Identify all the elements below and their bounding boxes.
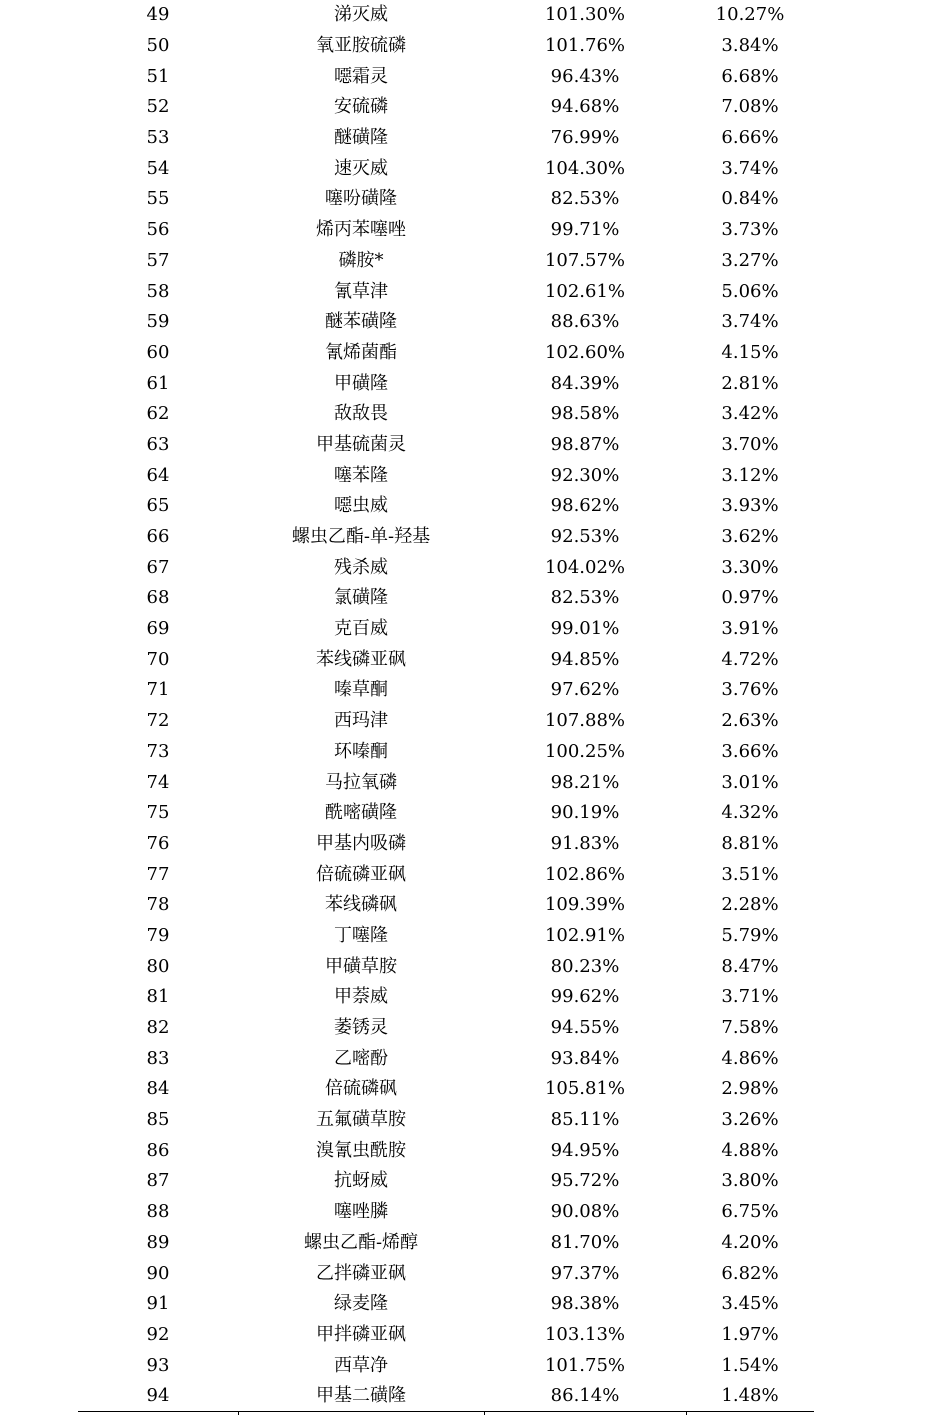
rsd-cell: 3.93% xyxy=(721,495,779,517)
compound-name-cell: 五氟磺草胺 xyxy=(316,1109,406,1131)
compound-name-cell: 甲拌磷亚砜 xyxy=(316,1323,406,1345)
table-row xyxy=(78,583,814,614)
recovery-cell: 84.39% xyxy=(550,372,620,394)
recovery-cell: 76.99% xyxy=(550,127,620,149)
recovery-cell: 97.62% xyxy=(550,679,620,701)
compound-name-cell: 乙拌磷亚砜 xyxy=(316,1262,406,1284)
row-number-cell: 58 xyxy=(146,280,170,302)
row-number-cell: 87 xyxy=(146,1170,170,1192)
row-number-cell: 94 xyxy=(146,1385,170,1407)
recovery-cell: 94.68% xyxy=(550,96,620,118)
compound-name-cell: 克百威 xyxy=(334,618,388,640)
rsd-cell: 1.48% xyxy=(721,1385,779,1407)
table-row xyxy=(78,644,814,675)
rsd-cell: 1.97% xyxy=(721,1323,779,1345)
recovery-cell: 109.39% xyxy=(544,894,626,916)
compound-name-cell: 苯线磷砜 xyxy=(325,894,397,916)
rsd-cell: 4.88% xyxy=(721,1139,779,1161)
rsd-cell: 5.06% xyxy=(721,280,779,302)
recovery-cell: 82.53% xyxy=(550,188,620,210)
recovery-cell: 104.02% xyxy=(544,556,626,578)
compound-name-cell: 甲基二磺隆 xyxy=(316,1385,406,1407)
rsd-cell: 6.75% xyxy=(721,1201,779,1223)
rsd-cell: 3.71% xyxy=(721,986,779,1008)
rsd-cell: 2.98% xyxy=(721,1078,779,1100)
row-number-cell: 56 xyxy=(146,219,170,241)
table-row xyxy=(78,522,814,553)
row-number-cell: 60 xyxy=(146,341,170,363)
results-table-container xyxy=(78,0,814,1412)
rsd-cell: 3.51% xyxy=(721,863,779,885)
rsd-cell: 10.27% xyxy=(715,4,785,26)
row-number-cell: 79 xyxy=(146,924,170,946)
row-number-cell: 73 xyxy=(146,740,170,762)
table-row xyxy=(78,1135,814,1166)
compound-name-cell: 环嗪酮 xyxy=(334,740,388,762)
rsd-cell: 4.15% xyxy=(721,341,779,363)
compound-name-cell: 氯磺隆 xyxy=(334,587,388,609)
row-number-cell: 64 xyxy=(146,464,170,486)
row-number-cell: 52 xyxy=(146,96,170,118)
recovery-cell: 90.19% xyxy=(550,802,620,824)
compound-name-cell: 螺虫乙酯-烯醇 xyxy=(303,1231,419,1253)
recovery-cell: 94.55% xyxy=(550,1017,620,1039)
table-row xyxy=(78,1258,814,1289)
compound-name-cell: 甲磺草胺 xyxy=(325,955,397,977)
compound-name-cell: 氰草津 xyxy=(334,280,388,302)
row-number-cell: 81 xyxy=(146,986,170,1008)
rsd-cell: 3.42% xyxy=(721,403,779,425)
table-row xyxy=(78,1013,814,1044)
table-row xyxy=(78,92,814,123)
table-row xyxy=(78,1228,814,1259)
table-row xyxy=(78,1320,814,1351)
row-number-cell: 66 xyxy=(146,526,170,548)
rsd-cell: 4.20% xyxy=(721,1231,779,1253)
table-row xyxy=(78,61,814,92)
row-number-cell: 62 xyxy=(146,403,170,425)
compound-name-cell: 嗪草酮 xyxy=(334,679,388,701)
row-number-cell: 77 xyxy=(146,863,170,885)
recovery-cell: 98.58% xyxy=(550,403,620,425)
rsd-cell: 2.28% xyxy=(721,894,779,916)
compound-name-cell: 醚苯磺隆 xyxy=(325,311,397,333)
rsd-cell: 3.74% xyxy=(721,157,779,179)
compound-name-cell: 抗蚜威 xyxy=(334,1170,388,1192)
table-row xyxy=(78,982,814,1013)
table-row xyxy=(78,614,814,645)
recovery-cell: 92.30% xyxy=(550,464,620,486)
compound-name-cell: 甲磺隆 xyxy=(334,372,388,394)
recovery-cell: 88.63% xyxy=(550,311,620,333)
pesticide-recovery-table xyxy=(78,0,814,1412)
recovery-cell: 98.87% xyxy=(550,433,620,455)
rsd-cell: 3.26% xyxy=(721,1109,779,1131)
recovery-cell: 90.08% xyxy=(550,1201,620,1223)
recovery-cell: 86.14% xyxy=(550,1385,620,1407)
row-number-cell: 72 xyxy=(146,710,170,732)
compound-name-cell: 烯丙苯噻唑 xyxy=(316,219,406,241)
table-row xyxy=(78,890,814,921)
table-row xyxy=(78,1105,814,1136)
compound-name-cell: 乙嘧酚 xyxy=(334,1047,388,1069)
row-number-cell: 74 xyxy=(146,771,170,793)
table-row xyxy=(78,1289,814,1320)
recovery-cell: 99.01% xyxy=(550,618,620,640)
rsd-cell: 6.82% xyxy=(721,1262,779,1284)
table-row xyxy=(78,1166,814,1197)
table-row xyxy=(78,31,814,62)
table-row xyxy=(78,552,814,583)
compound-name-cell: 丁噻隆 xyxy=(334,924,388,946)
rsd-cell: 3.70% xyxy=(721,433,779,455)
compound-name-cell: 甲基硫菌灵 xyxy=(316,433,406,455)
recovery-cell: 102.86% xyxy=(544,863,626,885)
compound-name-cell: 螺虫乙酯-单-羟基 xyxy=(291,526,431,548)
table-row xyxy=(78,1074,814,1105)
recovery-cell: 85.11% xyxy=(550,1109,620,1131)
compound-name-cell: 噁虫威 xyxy=(334,495,388,517)
row-number-cell: 83 xyxy=(146,1047,170,1069)
recovery-cell: 99.71% xyxy=(550,219,620,241)
row-number-cell: 63 xyxy=(146,433,170,455)
compound-name-cell: 醚磺隆 xyxy=(334,127,388,149)
table-row xyxy=(78,338,814,369)
table-row xyxy=(78,0,814,31)
rsd-cell: 3.74% xyxy=(721,311,779,333)
row-number-cell: 78 xyxy=(146,894,170,916)
table-body xyxy=(78,0,814,1412)
compound-name-cell: 残杀威 xyxy=(334,556,388,578)
rsd-cell: 7.08% xyxy=(721,96,779,118)
recovery-cell: 107.57% xyxy=(544,249,626,271)
table-row xyxy=(78,491,814,522)
compound-name-cell: 噁霜灵 xyxy=(334,65,388,87)
recovery-cell: 91.83% xyxy=(550,832,620,854)
compound-name-cell: 倍硫磷亚砜 xyxy=(316,863,406,885)
recovery-cell: 102.60% xyxy=(544,341,626,363)
column-divider-tick xyxy=(686,1411,687,1415)
row-number-cell: 70 xyxy=(146,648,170,670)
recovery-cell: 98.21% xyxy=(550,771,620,793)
row-number-cell: 53 xyxy=(146,127,170,149)
row-number-cell: 71 xyxy=(146,679,170,701)
table-row xyxy=(78,1197,814,1228)
rsd-cell: 3.45% xyxy=(721,1293,779,1315)
table-row xyxy=(78,951,814,982)
compound-name-cell: 氰烯菌酯 xyxy=(325,341,397,363)
row-number-cell: 91 xyxy=(146,1293,170,1315)
recovery-cell: 92.53% xyxy=(550,526,620,548)
table-row xyxy=(78,460,814,491)
compound-name-cell: 氧亚胺硫磷 xyxy=(316,35,406,57)
compound-name-cell: 马拉氧磷 xyxy=(325,771,397,793)
rsd-cell: 3.01% xyxy=(721,771,779,793)
compound-name-cell: 萎锈灵 xyxy=(334,1017,388,1039)
row-number-cell: 67 xyxy=(146,556,170,578)
compound-name-cell: 溴氰虫酰胺 xyxy=(316,1139,406,1161)
table-row xyxy=(78,1381,814,1412)
rsd-cell: 3.27% xyxy=(721,249,779,271)
row-number-cell: 75 xyxy=(146,802,170,824)
recovery-cell: 82.53% xyxy=(550,587,620,609)
table-row xyxy=(78,123,814,154)
table-row xyxy=(78,368,814,399)
table-row xyxy=(78,859,814,890)
recovery-cell: 94.85% xyxy=(550,648,620,670)
recovery-cell: 96.43% xyxy=(550,65,620,87)
table-row xyxy=(78,798,814,829)
rsd-cell: 3.12% xyxy=(721,464,779,486)
recovery-cell: 93.84% xyxy=(550,1047,620,1069)
row-number-cell: 49 xyxy=(146,4,170,26)
table-row xyxy=(78,399,814,430)
compound-name-cell: 噻苯隆 xyxy=(334,464,388,486)
compound-name-cell: 甲基内吸磷 xyxy=(316,832,406,854)
rsd-cell: 2.63% xyxy=(721,710,779,732)
recovery-cell: 104.30% xyxy=(544,157,626,179)
column-divider-tick xyxy=(484,1411,485,1415)
row-number-cell: 89 xyxy=(146,1231,170,1253)
row-number-cell: 55 xyxy=(146,188,170,210)
table-row xyxy=(78,767,814,798)
row-number-cell: 82 xyxy=(146,1017,170,1039)
row-number-cell: 51 xyxy=(146,65,170,87)
recovery-cell: 101.76% xyxy=(544,35,626,57)
table-row xyxy=(78,184,814,215)
rsd-cell: 8.81% xyxy=(721,832,779,854)
recovery-cell: 99.62% xyxy=(550,986,620,1008)
table-row xyxy=(78,829,814,860)
recovery-cell: 102.61% xyxy=(544,280,626,302)
compound-name-cell: 噻吩磺隆 xyxy=(325,188,397,210)
rsd-cell: 6.66% xyxy=(721,127,779,149)
rsd-cell: 3.91% xyxy=(721,618,779,640)
rsd-cell: 3.76% xyxy=(721,679,779,701)
recovery-cell: 95.72% xyxy=(550,1170,620,1192)
row-number-cell: 50 xyxy=(146,35,170,57)
recovery-cell: 98.62% xyxy=(550,495,620,517)
compound-name-cell: 倍硫磷砜 xyxy=(325,1078,397,1100)
recovery-cell: 101.75% xyxy=(544,1354,626,1376)
row-number-cell: 61 xyxy=(146,372,170,394)
row-number-cell: 57 xyxy=(146,249,170,271)
rsd-cell: 3.62% xyxy=(721,526,779,548)
recovery-cell: 107.88% xyxy=(544,710,626,732)
rsd-cell: 5.79% xyxy=(721,924,779,946)
row-number-cell: 68 xyxy=(146,587,170,609)
table-row xyxy=(78,430,814,461)
recovery-cell: 94.95% xyxy=(550,1139,620,1161)
row-number-cell: 69 xyxy=(146,618,170,640)
rsd-cell: 1.54% xyxy=(721,1354,779,1376)
compound-name-cell: 苯线磷亚砜 xyxy=(316,648,406,670)
recovery-cell: 102.91% xyxy=(544,924,626,946)
row-number-cell: 86 xyxy=(146,1139,170,1161)
compound-name-cell: 涕灭威 xyxy=(334,4,388,26)
table-row xyxy=(78,215,814,246)
recovery-cell: 101.30% xyxy=(544,4,626,26)
table-row xyxy=(78,706,814,737)
compound-name-cell: 西草净 xyxy=(334,1354,388,1376)
rsd-cell: 3.66% xyxy=(721,740,779,762)
row-number-cell: 76 xyxy=(146,832,170,854)
compound-name-cell: 甲萘威 xyxy=(334,986,388,1008)
table-row xyxy=(78,1350,814,1381)
compound-name-cell: 酰嘧磺隆 xyxy=(325,802,397,824)
column-divider-tick xyxy=(238,1411,239,1415)
row-number-cell: 65 xyxy=(146,495,170,517)
recovery-cell: 80.23% xyxy=(550,955,620,977)
recovery-cell: 97.37% xyxy=(550,1262,620,1284)
rsd-cell: 3.80% xyxy=(721,1170,779,1192)
table-row xyxy=(78,307,814,338)
table-row xyxy=(78,276,814,307)
recovery-cell: 81.70% xyxy=(550,1231,620,1253)
row-number-cell: 84 xyxy=(146,1078,170,1100)
table-row xyxy=(78,1043,814,1074)
table-row xyxy=(78,737,814,768)
row-number-cell: 93 xyxy=(146,1354,170,1376)
row-number-cell: 90 xyxy=(146,1262,170,1284)
compound-name-cell: 绿麦隆 xyxy=(334,1293,388,1315)
compound-name-cell: 安硫磷 xyxy=(334,96,388,118)
rsd-cell: 4.86% xyxy=(721,1047,779,1069)
rsd-cell: 8.47% xyxy=(721,955,779,977)
table-row xyxy=(78,153,814,184)
rsd-cell: 6.68% xyxy=(721,65,779,87)
compound-name-cell: 敌敌畏 xyxy=(334,403,388,425)
row-number-cell: 80 xyxy=(146,955,170,977)
rsd-cell: 3.73% xyxy=(721,219,779,241)
rsd-cell: 2.81% xyxy=(721,372,779,394)
table-row xyxy=(78,675,814,706)
compound-name-cell: 速灭威 xyxy=(334,157,388,179)
rsd-cell: 7.58% xyxy=(721,1017,779,1039)
table-bottom-rule xyxy=(78,1411,814,1412)
recovery-cell: 98.38% xyxy=(550,1293,620,1315)
recovery-cell: 103.13% xyxy=(544,1323,626,1345)
row-number-cell: 92 xyxy=(146,1323,170,1345)
row-number-cell: 59 xyxy=(146,311,170,333)
table-row xyxy=(78,246,814,277)
table-row xyxy=(78,921,814,952)
recovery-cell: 105.81% xyxy=(544,1078,626,1100)
rsd-cell: 0.84% xyxy=(721,188,779,210)
rsd-cell: 4.72% xyxy=(721,648,779,670)
row-number-cell: 54 xyxy=(146,157,170,179)
row-number-cell: 85 xyxy=(146,1109,170,1131)
rsd-cell: 4.32% xyxy=(721,802,779,824)
rsd-cell: 3.30% xyxy=(721,556,779,578)
compound-name-cell: 噻唑膦 xyxy=(334,1201,388,1223)
rsd-cell: 3.84% xyxy=(721,35,779,57)
row-number-cell: 88 xyxy=(146,1201,170,1223)
compound-name-cell: 磷胺* xyxy=(338,249,384,271)
rsd-cell: 0.97% xyxy=(721,587,779,609)
compound-name-cell: 西玛津 xyxy=(334,710,388,732)
recovery-cell: 100.25% xyxy=(544,740,626,762)
